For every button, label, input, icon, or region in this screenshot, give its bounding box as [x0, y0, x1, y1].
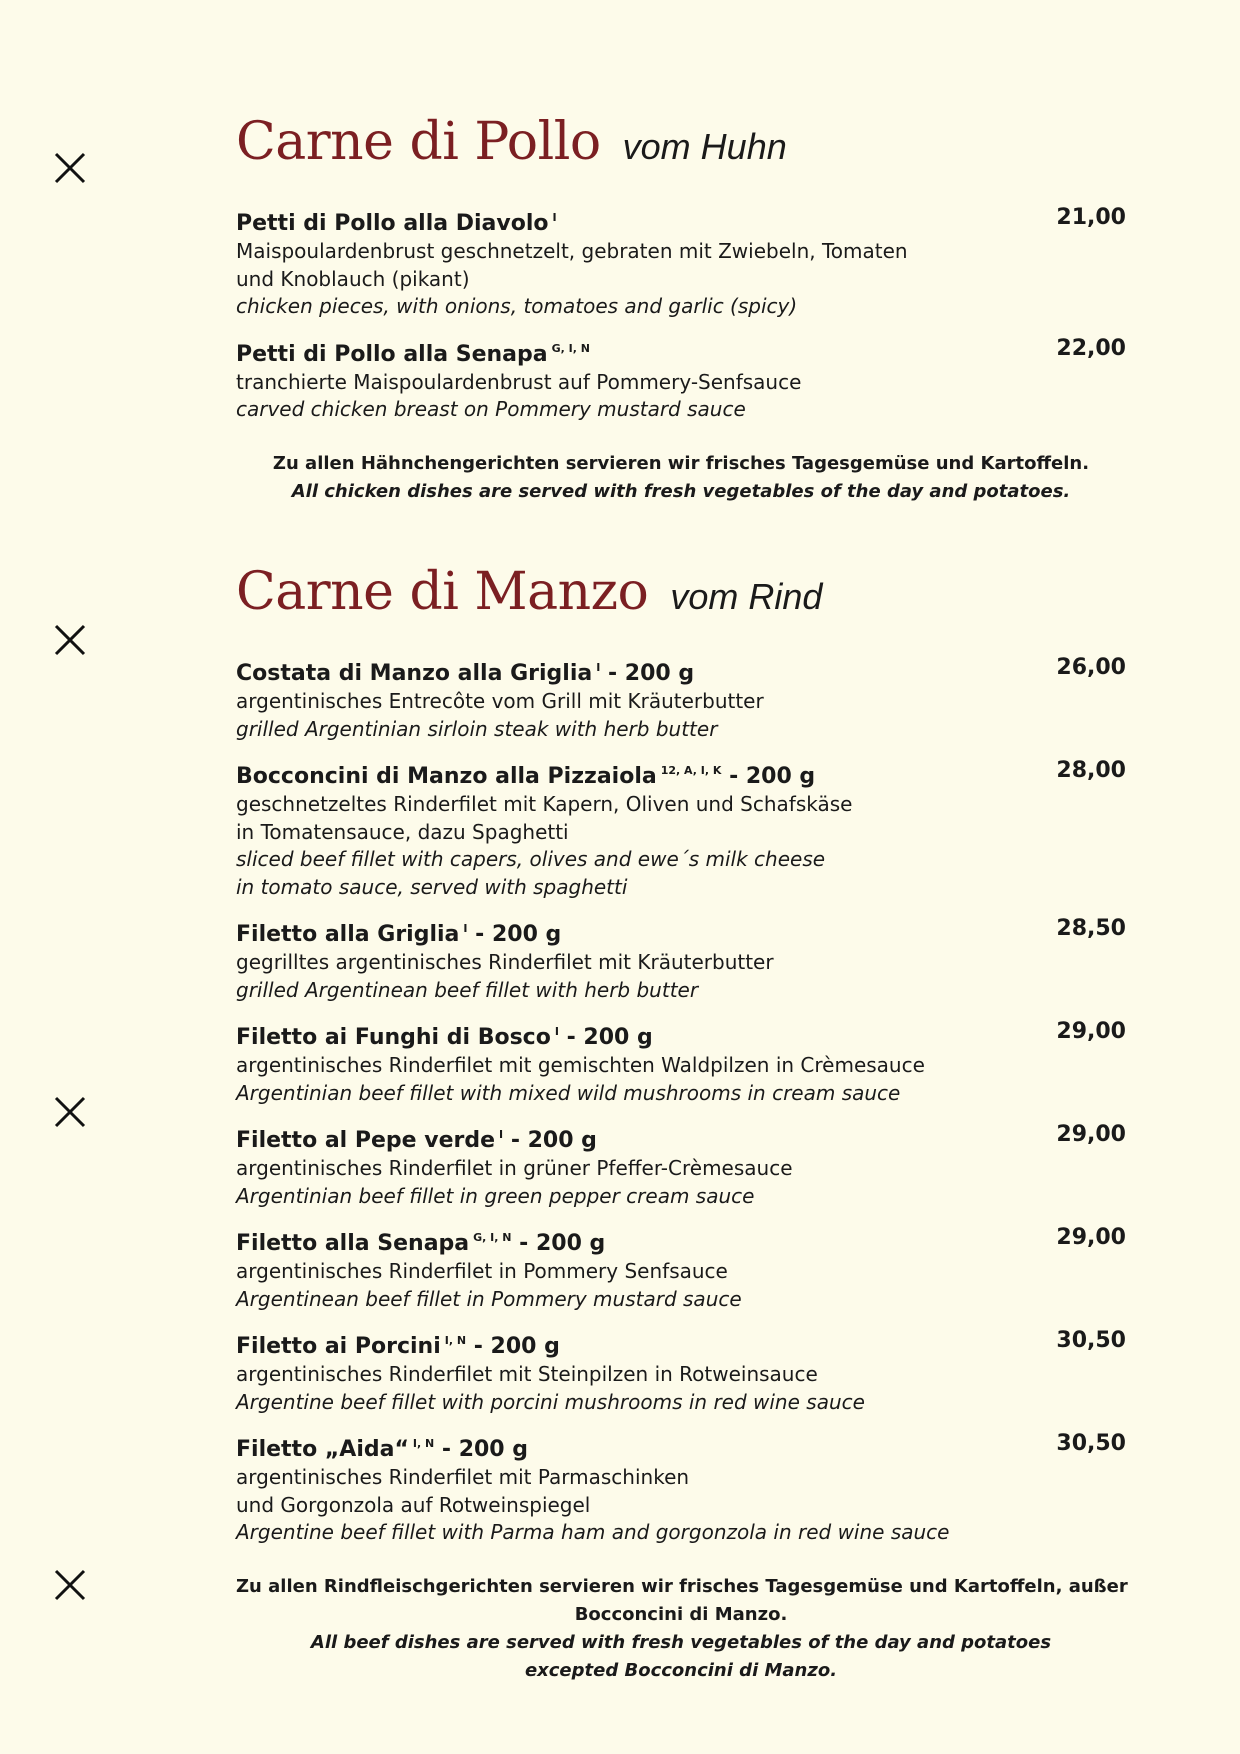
portion-size: - 200 g [441, 1437, 529, 1462]
dish-name-line [236, 335, 1126, 369]
note-en-line: All chicken dishes are served with fresh vegetables of the day and potatoes. [291, 480, 1071, 502]
dish-name-line [236, 915, 1126, 949]
dish-name-line [236, 1327, 1126, 1361]
allergen-codes: I, N [412, 1437, 435, 1450]
description-en: Argentine beef fillet with porcini mushrooms in red wine sauce [236, 1389, 865, 1414]
description-de: gegrilltes argentinisches Rinderfilet mit Kräuterbutter [236, 950, 774, 974]
allergen-codes: 12, A, I, K [660, 764, 722, 777]
menu-item [236, 757, 1126, 901]
description-de: argentinisches Rinderfilet mit Parmaschinken [236, 1465, 690, 1489]
description-de: argentinisches Rinderfilet in Pommery Senfsauce [236, 1259, 728, 1283]
description-en: grilled Argentinian sirloin steak with herb butter [236, 716, 718, 741]
section-title: Carne di Manzo [236, 562, 649, 622]
allergen-codes: G, I, N [551, 341, 590, 355]
dish-name-line [236, 654, 1126, 688]
portion-size: - 200 g [729, 764, 816, 789]
cross-mark-icon [52, 1567, 88, 1603]
note-en-line: All beef dishes are served with fresh vegetables of the day and potatoes [310, 1631, 1052, 1653]
portion-size: - 200 g [510, 1128, 597, 1153]
menu-item [236, 204, 1126, 321]
allergen-codes: G, I, N [473, 1231, 512, 1244]
description-en: Argentine beef fillet with Parma ham and gorgonzola in red wine sauce [236, 1520, 950, 1544]
portion-size: - 200 g [566, 1025, 653, 1050]
dish-name-line [236, 757, 1126, 791]
dish-name: Filetto al Pepe verde [236, 1128, 496, 1153]
dish-name: Filetto „Aida“ [236, 1437, 409, 1462]
description-de: tranchierte Maispoulardenbrust auf Pommery-Senfsauce [236, 369, 802, 394]
menu-item [236, 335, 1126, 424]
description-de: argentinisches Rinderfilet mit gemischten Waldpilzen in Crèmesauce [236, 1053, 925, 1077]
description-en: in tomato sauce, served with spaghetti [236, 874, 628, 899]
description-de: und Gorgonzola auf Rotweinspiegel [236, 1492, 591, 1517]
description-de: argentinisches Rinderfilet mit Steinpilzen in Rotweinsauce [236, 1362, 818, 1386]
allergen-codes: I [463, 922, 468, 935]
dish-name: Petti di Pollo alla Diavolo [236, 211, 549, 236]
allergen-codes: I [554, 1025, 559, 1038]
dish-name: Petti di Pollo alla Senapa [236, 341, 548, 367]
menu-item [236, 1327, 1126, 1416]
note-de-line: Zu allen Rindfleischgerichten servieren wir frisches Tagesgemüse und Kartoffeln, außer [236, 1575, 1128, 1597]
dish-price: 29,00 [1056, 1019, 1126, 1044]
menu-items [236, 654, 1126, 1547]
menu-item [236, 1018, 1126, 1107]
note-en-line: excepted Bocconcini di Manzo. [524, 1659, 838, 1681]
menu-item [236, 654, 1126, 743]
description-de: und Knoblauch (pikant) [236, 266, 470, 291]
section-subtitle: vom Huhn [622, 126, 787, 167]
note-de-line: Zu allen Hähnchengerichten servieren wir frisches Tagesgemüse und Kartoffeln. [272, 452, 1090, 474]
dish-name: Bocconcini di Manzo alla Pizzaiola [236, 764, 657, 789]
dish-price: 26,00 [1056, 655, 1126, 680]
section-subtitle: vom Rind [670, 576, 823, 617]
dish-name-line [236, 204, 1126, 238]
portion-size: - 200 g [519, 1231, 606, 1256]
dish-price: 28,00 [1056, 758, 1126, 783]
dish-name: Filetto alla Griglia [236, 922, 460, 947]
description-de: Maispoulardenbrust geschnetzelt, gebraten mit Zwiebeln, Tomaten [236, 239, 908, 263]
section-note [236, 450, 1126, 506]
dish-price: 30,50 [1056, 1328, 1126, 1353]
dish-price: 28,50 [1056, 916, 1126, 941]
dish-price: 22,00 [1056, 335, 1126, 361]
dish-name-line [236, 1224, 1126, 1258]
section-chicken [236, 112, 1126, 506]
allergen-codes: I, N [444, 1334, 467, 1347]
portion-size: - 200 g [608, 661, 695, 686]
portion-size: - 200 g [475, 922, 562, 947]
cross-mark-icon [52, 1094, 88, 1130]
dish-name-line [236, 1430, 1126, 1464]
dish-price: 29,00 [1056, 1122, 1126, 1147]
portion-size: - 200 g [473, 1334, 560, 1359]
menu-item [236, 1430, 1126, 1547]
cross-mark-icon [52, 150, 88, 186]
allergen-codes: I [596, 661, 601, 674]
description-de: geschnetzeltes Rinderfilet mit Kapern, Oliven und Schafskäse [236, 792, 853, 816]
dish-price: 21,00 [1056, 205, 1126, 230]
description-en: sliced beef fillet with capers, olives and ewe´s milk cheese [236, 847, 826, 871]
dish-name: Costata di Manzo alla Griglia [236, 661, 593, 686]
section-beef [236, 562, 1126, 1685]
dish-name: Filetto ai Funghi di Bosco [236, 1025, 551, 1050]
description-en: chicken pieces, with onions, tomatoes and garlic (spicy) [236, 294, 798, 318]
dish-name: Filetto alla Senapa [236, 1231, 470, 1256]
section-title: Carne di Pollo [236, 112, 601, 172]
description-de: argentinisches Rinderfilet in grüner Pfeffer-Crèmesauce [236, 1156, 793, 1180]
allergen-codes: I [499, 1128, 504, 1141]
allergen-codes: I [552, 211, 557, 224]
note-de-line: Bocconcini di Manzo. [574, 1603, 788, 1625]
dish-name-line [236, 1018, 1126, 1052]
section-heading [236, 562, 1126, 632]
menu-items [236, 204, 1126, 424]
dish-name-line [236, 1121, 1126, 1155]
description-en: grilled Argentinean beef fillet with herb butter [236, 977, 699, 1002]
description-en: Argentinean beef fillet in Pommery mustard sauce [236, 1286, 742, 1311]
description-en: Argentinian beef fillet with mixed wild mushrooms in cream sauce [236, 1080, 901, 1105]
cross-mark-icon [52, 622, 88, 658]
dish-name: Filetto ai Porcini [236, 1334, 441, 1359]
description-de: in Tomatensauce, dazu Spaghetti [236, 819, 569, 844]
dish-price: 29,00 [1056, 1225, 1126, 1250]
description-en: Argentinian beef fillet in green pepper cream sauce [236, 1183, 755, 1208]
menu-item [236, 1224, 1126, 1313]
menu-item [236, 915, 1126, 1004]
description-de: argentinisches Entrecôte vom Grill mit Kräuterbutter [236, 689, 764, 713]
description-en: carved chicken breast on Pommery mustard sauce [236, 397, 746, 421]
section-heading [236, 112, 1126, 182]
menu-item [236, 1121, 1126, 1210]
dish-price: 30,50 [1056, 1431, 1126, 1456]
section-note [236, 1573, 1126, 1685]
